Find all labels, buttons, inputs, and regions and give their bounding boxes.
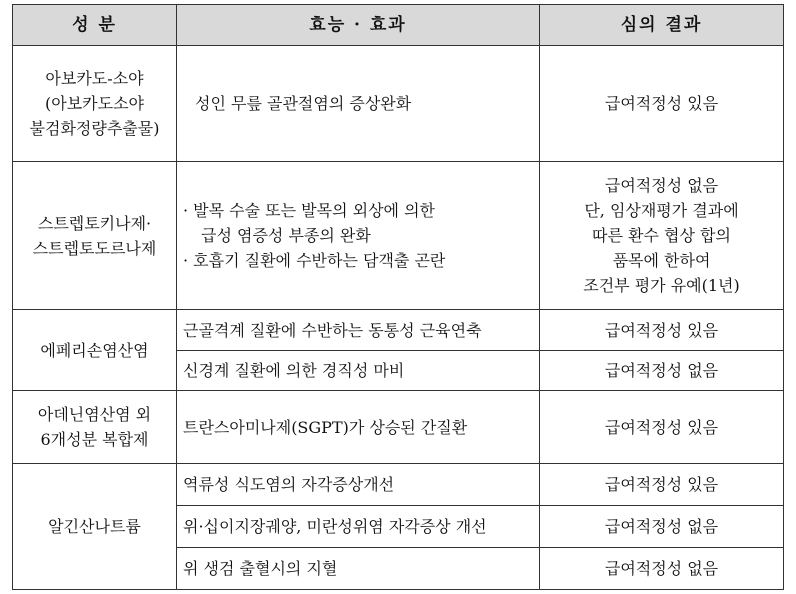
result-line: 조건부 평가 유예(1년) [583, 276, 740, 295]
result-cell [540, 162, 784, 310]
result-line: 급여적정성 없음 [604, 176, 719, 195]
effect-cell [177, 162, 540, 310]
effect-line: 급성 염증성 부종의 완화 [201, 226, 371, 245]
ingredient-line: 불검화정량추출물) [29, 119, 160, 138]
effect-cell: 위 생검 출혈시의 지혈 [177, 548, 540, 590]
ingredient-line: 아데닌염산염 외 [37, 405, 152, 424]
effect-line: · 호흡기 질환에 수반하는 담객출 곤란 [183, 251, 446, 270]
effect-cell: 신경계 질환에 의한 경직성 마비 [177, 351, 540, 391]
header-effect: 효능 · 효과 [177, 5, 540, 46]
result-cell: 급여적정성 없음 [540, 548, 784, 590]
ingredient-cell [13, 391, 177, 464]
result-cell: 급여적정성 있음 [540, 46, 784, 162]
ingredient-line: 6개성분 복합제 [40, 430, 149, 449]
result-cell: 급여적정성 있음 [540, 391, 784, 464]
ingredient-cell [13, 46, 177, 162]
drug-review-table [12, 4, 784, 590]
header-result: 심의 결과 [540, 5, 784, 46]
table-row [13, 46, 784, 162]
table-row [13, 391, 784, 464]
ingredient-line: 아보카도-소야 [45, 69, 144, 88]
table-row [13, 310, 784, 351]
effect-cell: 성인 무릎 골관절염의 증상완화 [177, 46, 540, 162]
result-cell: 급여적정성 없음 [540, 506, 784, 548]
header-row [13, 5, 784, 46]
ingredient-line: (아보카도소야 [45, 94, 144, 113]
ingredient-cell: 에페리손염산염 [13, 310, 177, 391]
effect-cell: 근골격계 질환에 수반하는 동통성 근육연축 [177, 310, 540, 351]
table-row [13, 464, 784, 506]
ingredient-cell: 알긴산나트륨 [13, 464, 177, 590]
result-cell: 급여적정성 있음 [540, 310, 784, 351]
result-cell: 급여적정성 있음 [540, 464, 784, 506]
ingredient-cell [13, 162, 177, 310]
ingredient-line: 스트렙토키나제· [37, 213, 152, 233]
result-line: 품목에 한하여 [612, 251, 711, 270]
header-ingredient: 성 분 [13, 5, 177, 46]
ingredient-line: 스트렙토도르나제 [32, 238, 157, 258]
effect-cell: 트란스아미나제(SGPT)가 상승된 간질환 [177, 391, 540, 464]
result-line: 단, 임상재평가 결과에 [584, 201, 739, 220]
result-line: 따른 환수 협상 합의 [592, 226, 731, 245]
table-row [13, 162, 784, 310]
result-cell: 급여적정성 없음 [540, 351, 784, 391]
effect-cell: 위·십이지장궤양, 미란성위염 자각증상 개선 [177, 506, 540, 548]
effect-line: · 발목 수술 또는 발목의 외상에 의한 [183, 201, 435, 220]
effect-cell: 역류성 식도염의 자각증상개선 [177, 464, 540, 506]
